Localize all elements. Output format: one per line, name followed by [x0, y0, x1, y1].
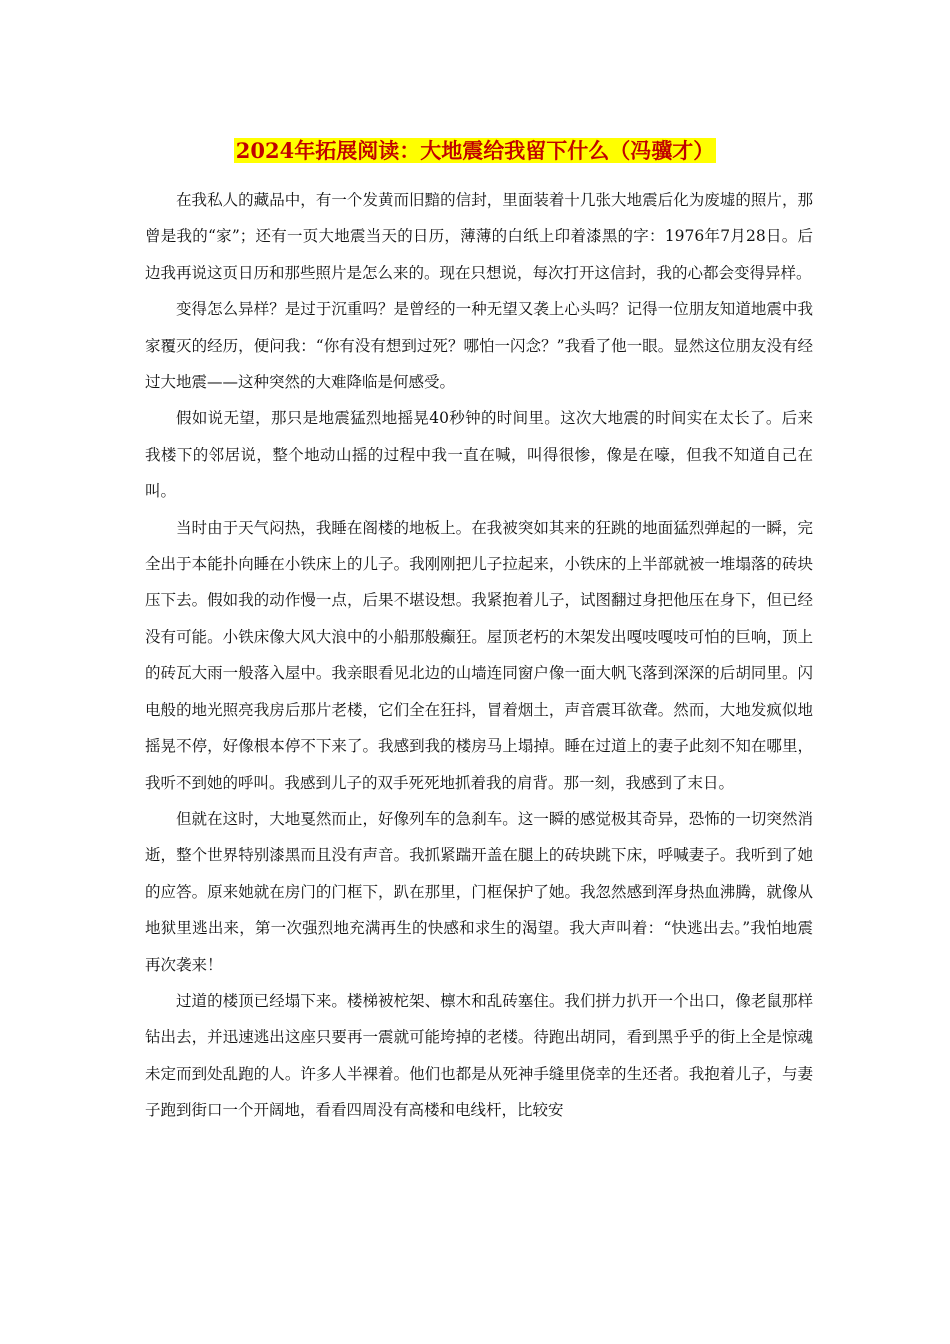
- paragraph-4: 当时由于天气闷热，我睡在阁楼的地板上。在我被突如其来的狂跳的地面猛烈弹起的一瞬，完全出于本能扑向睡在小铁床上的儿子。我刚刚把儿子拉起来，小铁床的上半部就被一堆塌落的砖块压下去。假如我的动作慢一点，后果不堪设想。我紧抱着儿子，试图翻过身把他压在身下，但已经没有可能。小铁床像大风大浪中的小船那般癫狂。屋顶老朽的木架发出嘎吱嘎吱可怕的巨响，顶上的砖瓦大雨一般落入屋中。我亲眼看见北边的山墙连同窗户像一面大帆飞落到深深的后胡同里。闪电般的地光照亮我房后那片老楼，它们全在狂抖，冒着烟土，声音震耳欲聋。然而，大地发疯似地摇晃不停，好像根本停不下来了。我感到我的楼房马上塌掉。睡在过道上的妻子此刻不知在哪里，我听不到她的呼叫。我感到儿子的双手死死地抓着我的肩背。那一刻，我感到了末日。: [145, 518, 813, 792]
- paragraph-2: 变得怎么异样？是过于沉重吗？是曾经的一种无望又袭上心头吗？记得一位朋友知道地震中我家覆灭的经历，便问我：“你有没有想到过死？哪怕一闪念？”我看了他一眼。显然这位朋友没有经过大地震——这种突然的大难降临是何感受。: [145, 300, 813, 392]
- paragraph-1: 在我私人的藏品中，有一个发黄而旧黯的信封，里面装着十几张大地震后化为废墟的照片，那曾是我的“家”；还有一页大地震当天的日历，薄薄的白纸上印着漆黑的字：1976年7月28日。后边我再说这页日历和那些照片是怎么来的。现在只想说，每次打开这信封，我的心都会变得异样。: [145, 191, 813, 282]
- paragraph-5: 但就在这时，大地戛然而止，好像列车的急刹车。这一瞬的感觉极其奇异，恐怖的一切突然消逝，整个世界特别漆黑而且没有声音。我抓紧踹开盖在腿上的砖块跳下床，呼喊妻子。我听到了她的应答。原来她就在房门的门框下，趴在那里，门框保护了她。我忽然感到浑身热血沸腾，就像从地狱里逃出来，第一次强烈地充满再生的快感和求生的渴望。我大声叫着：“快逃出去。”我怕地震再次袭来！: [145, 809, 813, 974]
- document-title: [0, 136, 950, 166]
- paragraph-6: 过道的楼顶已经塌下来。楼梯被柁架、檩木和乱砖塞住。我们拼力扒开一个出口，像老鼠那样钻出去，并迅速逃出这座只要再一震就可能垮掉的老楼。待跑出胡同，看到黑乎乎的街上全是惊魂未定而到处乱跑的人。许多人半裸着。他们也都是从死神手缝里侥幸的生还者。我抱着儿子，与妻子跑到街口一个开阔地，看看四周没有高楼和电线杆，比较安: [145, 991, 813, 1120]
- highlighted-title-text: 2024年拓展阅读：大地震给我留下什么（冯骥才）: [235, 138, 715, 163]
- article-body: [145, 182, 813, 1129]
- paragraph-3: 假如说无望，那只是地震猛烈地摇晃40秒钟的时间里。这次大地震的时间实在太长了。后来我楼下的邻居说，整个地动山摇的过程中我一直在喊，叫得很惨，像是在嚎，但我不知道自己在叫。: [145, 409, 813, 501]
